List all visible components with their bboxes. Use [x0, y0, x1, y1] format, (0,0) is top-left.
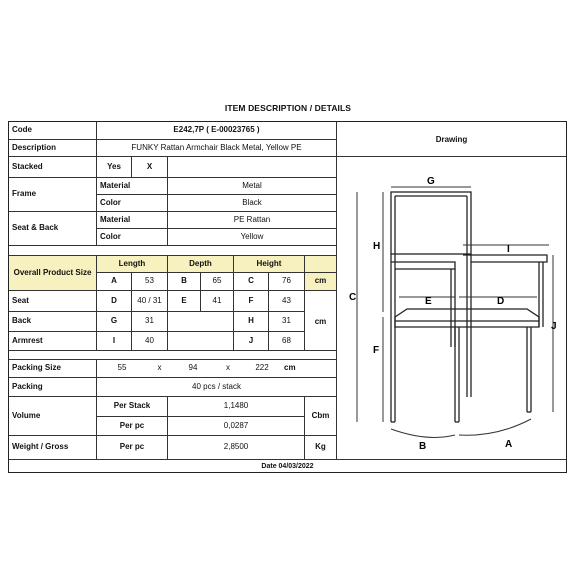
dim-e-value: 41: [201, 291, 234, 312]
weight-value: 2,8500: [168, 436, 305, 459]
dim-j-letter: J: [234, 332, 269, 351]
packing-size-x1: x: [147, 360, 172, 378]
dim-b-letter: B: [168, 273, 201, 291]
per-stack-value: 1,1480: [168, 397, 305, 417]
dim-i-letter: I: [97, 332, 132, 351]
stacked-label: Stacked: [9, 157, 97, 178]
packing-value: 40 pcs / stack: [97, 378, 337, 397]
length-header: Length: [97, 256, 168, 273]
dim-g-letter: G: [97, 312, 132, 332]
label-f: F: [373, 345, 380, 356]
armrest-empty: [168, 332, 234, 351]
overall-size-label: Overall Product Size: [9, 256, 97, 291]
stacked-yes: Yes: [97, 157, 132, 178]
size-unit-spacer: [305, 256, 337, 273]
volume-per-pc-value: 0,0287: [168, 417, 305, 436]
dim-c-letter: C: [234, 273, 269, 291]
spacer-row-2: [9, 351, 337, 360]
dim-f-letter: F: [234, 291, 269, 312]
seat-back-material-label: Material: [97, 212, 168, 229]
height-header: Height: [234, 256, 305, 273]
dim-d-value: 40 / 31: [132, 291, 168, 312]
size-unit: cm: [305, 273, 337, 291]
dim-h-letter: H: [234, 312, 269, 332]
description-value: FUNKY Rattan Armchair Black Metal, Yellow PE: [97, 140, 337, 157]
packing-size-unit: cm: [282, 360, 337, 378]
frame-color-value: Black: [168, 195, 337, 212]
frame-color-label: Color: [97, 195, 168, 212]
seat-unit-spacer: [305, 291, 337, 312]
dim-c-value: 76: [269, 273, 305, 291]
volume-unit: Cbm: [305, 397, 337, 436]
label-c: C: [349, 292, 357, 303]
description-label: Description: [9, 140, 97, 157]
packing-size-label: Packing Size: [9, 360, 97, 378]
label-j: J: [551, 321, 557, 332]
seat-label: Seat: [9, 291, 97, 312]
label-a: A: [505, 439, 513, 450]
packing-size-v3: 222: [242, 360, 282, 378]
frame-material-label: Material: [97, 178, 168, 195]
seat-back-color-label: Color: [97, 229, 168, 246]
label-d: D: [497, 296, 505, 307]
dim-j-value: 68: [269, 332, 305, 351]
dim-g-value: 31: [132, 312, 168, 332]
packing-size-v1: 55: [97, 360, 147, 378]
seat-back-color-value: Yellow: [168, 229, 337, 246]
label-b: B: [419, 441, 427, 452]
label-e: E: [425, 296, 432, 307]
back-empty: [168, 312, 234, 332]
back-label: Back: [9, 312, 97, 332]
drawing-header: Drawing: [337, 122, 566, 157]
per-stack-label: Per Stack: [97, 397, 168, 417]
chair-armrest-left: [391, 262, 455, 269]
dim-a-letter: A: [97, 273, 132, 291]
seat-back-label: Seat & Back: [9, 212, 97, 246]
chair-drawing: [337, 157, 566, 459]
chair-backrest: [391, 192, 471, 254]
item-details-sheet: [8, 121, 567, 473]
stacked-mark: X: [132, 157, 168, 178]
weight-per-pc-label: Per pc: [97, 436, 168, 459]
label-g: G: [427, 176, 435, 187]
chair-drawing-svg: [337, 157, 566, 459]
chair-armrest-right: [463, 255, 547, 262]
code-value: E242,7P ( E-00023765 ): [97, 122, 337, 140]
stacked-empty: [168, 157, 337, 178]
spacer-row: [9, 246, 337, 256]
weight-label: Weight / Gross: [9, 436, 97, 459]
page-title: ITEM DESCRIPTION / DETAILS: [224, 103, 352, 113]
footer-date: Date 04/03/2022: [9, 459, 566, 473]
seat-back-material-value: PE Rattan: [168, 212, 337, 229]
volume-label: Volume: [9, 397, 97, 436]
dim-b-value: 65: [201, 273, 234, 291]
depth-header: Depth: [168, 256, 234, 273]
dim-e-letter: E: [168, 291, 201, 312]
code-label: Code: [9, 122, 97, 140]
frame-label: Frame: [9, 178, 97, 212]
back-unit: cm: [305, 312, 337, 332]
packing-label: Packing: [9, 378, 97, 397]
dim-h-value: 31: [269, 312, 305, 332]
dim-d-letter: D: [97, 291, 132, 312]
volume-per-pc-label: Per pc: [97, 417, 168, 436]
dim-f-value: 43: [269, 291, 305, 312]
label-h: H: [373, 241, 381, 252]
packing-size-x2: x: [214, 360, 242, 378]
armrest-unit-spacer: [305, 332, 337, 351]
dim-i-value: 40: [132, 332, 168, 351]
armrest-label: Armrest: [9, 332, 97, 351]
packing-size-v2: 94: [172, 360, 214, 378]
weight-unit: Kg: [305, 436, 337, 459]
dim-a-value: 53: [132, 273, 168, 291]
frame-material-value: Metal: [168, 178, 337, 195]
label-i: I: [507, 244, 510, 255]
